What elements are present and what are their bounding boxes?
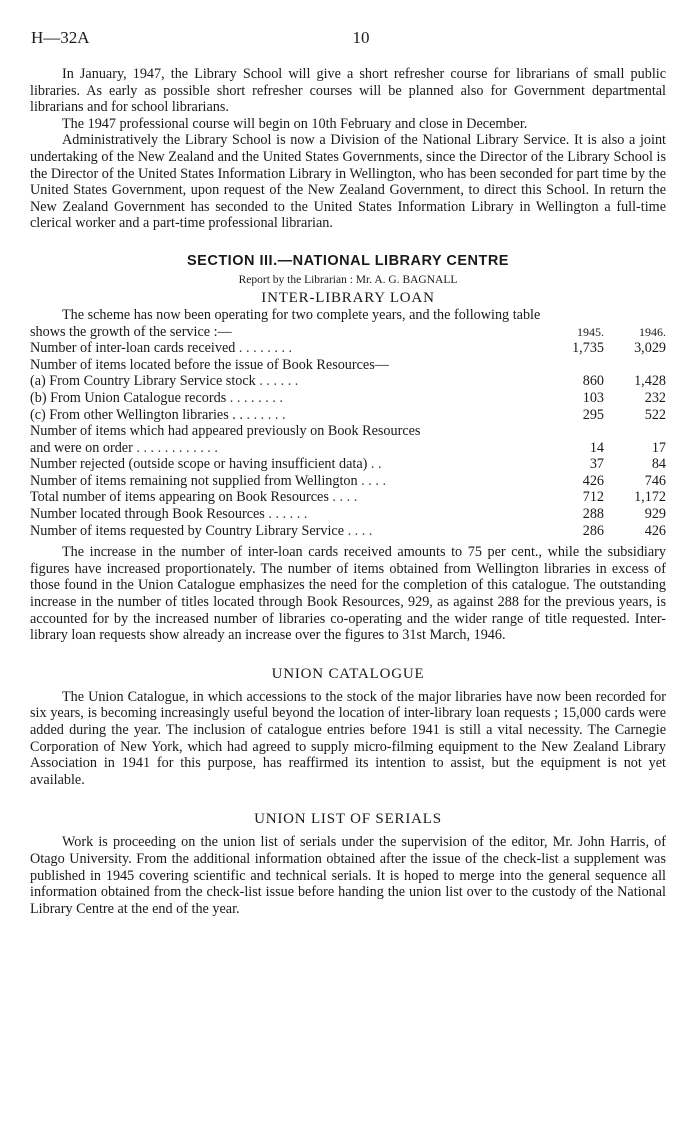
intro-paragraph: The 1947 professional course will begin on 10th February and close in December. — [62, 115, 528, 132]
table-row — [30, 506, 666, 523]
cell-1945: 1,735 — [572, 340, 604, 357]
inter-library-intro-line1: The scheme has now been operating for two complete years, and the following table — [62, 306, 541, 323]
table-row — [30, 440, 666, 457]
table-header-row — [30, 324, 666, 341]
table-row — [30, 357, 666, 374]
row-label: (c) From other Wellington libraries . . — [30, 406, 243, 423]
table-row — [30, 523, 666, 540]
union-catalogue-text: The Union Catalogue, in which accessions to the stock of the major libraries have now been recorded for six years, is becoming increasingly useful beyond the location of inter-library loan requests ; 15,000 cards were added during the year. The inclusion of catalogue entries before 1941 is still a vital necessity. The Carnegie Corporation of New York, which had agreed to supply micro-filming equipment to the New Zealand Library Association in 1941 for this purpose, has reaffirmed its intention to assist, but the equipment is not yet available. — [30, 688, 666, 788]
table-row — [30, 390, 666, 407]
row-label: Number of items located before the issue of Book Resources— — [30, 356, 389, 373]
cell-1946: 17 — [651, 439, 666, 456]
cell-1946: 426 — [644, 522, 666, 539]
cell-1945: 712 — [582, 489, 604, 506]
cell-1946: 3,029 — [634, 340, 666, 357]
page-number: 10 — [352, 28, 370, 47]
row-label: Number of items remaining not supplied from Wellington — [30, 472, 358, 489]
leader-dots: . . . . . . . . . . . . — [132, 439, 218, 456]
row-label: Number rejected (outside scope or having insufficient data) — [30, 456, 368, 473]
column-header-1945: 1945. — [577, 324, 604, 339]
cell-1945: 860 — [582, 373, 604, 390]
leader-dots: . . . . — [328, 489, 358, 506]
leader-dots: . . . . — [344, 522, 373, 539]
union-catalogue-heading: UNION CATALOGUE — [271, 665, 425, 682]
inter-library-analysis: The increase in the number of inter-loan cards received amounts to 75 per cent., while the subsidiary figures have increased proportionately. The number of items obtained from Wellington libraries in excess of those found in the Union Catalogue emphasizes the need for the completion of this catalogue. The outstanding increase in the number of titles located through Book Resources, 929, as against 288 for the previous years, is accounted for by the increased number of libraries co-operating and the wider range of title requested. Inter-library loan requests show already an increase over the figures to 31st March, 1946. — [30, 544, 666, 644]
table-row — [30, 340, 666, 357]
leader-dots: . . — [367, 456, 382, 473]
row-label: Number of items requested by Country Library Service — [30, 522, 345, 539]
union-list-text: Work is proceeding on the union list of serials under the supervision of the editor, Mr. John Harris, of Otago University. From the additional information obtained after the issue of the check-list a supplement was published in 1945 covering scientific and technical serials. It is hoped to merge into the general sequence all information obtained from the check-list issue before handing the union list over to the custody of the National Library Centre at the end of the year. — [30, 834, 666, 917]
row-label: Number of inter-loan cards received — [30, 340, 236, 357]
inter-library-heading: INTER-LIBRARY LOAN — [261, 289, 435, 306]
cell-1946: 929 — [644, 506, 666, 523]
intro-paragraph: Administratively the Library School is now a Division of the National Library Service. It is also a joint undertaking of the New Zealand and the United States Governments, since the Director of the Library School is the Director of the United States Information Library in Wellington, who has been seconded for part time by the United States Government, upon request of the New Zealand Government, to direct this School. In return the New Zealand Government has seconded to the United States Information Library in Wellington a full-time clerical worker and a part-time professional librarian. — [30, 132, 666, 232]
cell-1945: 37 — [589, 456, 604, 473]
table-row — [30, 456, 666, 473]
row-label: (b) From Union Catalogue records — [30, 389, 227, 406]
table-row — [30, 373, 666, 390]
cell-1946: 84 — [651, 456, 666, 473]
cell-1945: 288 — [582, 506, 604, 523]
intro-paragraph: In January, 1947, the Library School will give a short refresher course for librarians of small public libraries. As early as possible short refresher courses will be planned also for Government departmental librarians and for school librarians. — [30, 66, 666, 116]
cell-1946: 232 — [644, 389, 666, 406]
cell-1945: 14 — [589, 439, 604, 456]
row-label: Number located through Book Resources — [30, 506, 265, 523]
leader-dots: . . . . . . — [264, 506, 308, 523]
cell-1945: 295 — [582, 406, 604, 423]
cell-1945: 286 — [582, 522, 604, 539]
cell-1946: 1,428 — [634, 373, 666, 390]
table-row — [30, 423, 666, 440]
table-row — [30, 407, 666, 424]
leader-dots: . . . . . . — [255, 373, 299, 390]
row-label: (a) From Country Library Service stock — [30, 373, 256, 390]
column-header-1946: 1946. — [639, 324, 666, 339]
section-title: SECTION III.—NATIONAL LIBRARY CENTRE — [187, 252, 509, 269]
table-row — [30, 473, 666, 490]
cell-1946: 1,172 — [634, 489, 666, 506]
table-row — [30, 489, 666, 506]
cell-1945: 103 — [582, 389, 604, 406]
document-id: H—32A — [31, 28, 90, 47]
row-label: Total number of items appearing on Book Resources — [30, 489, 329, 506]
cell-1946: 522 — [644, 406, 666, 423]
union-list-heading: UNION LIST OF SERIALS — [254, 811, 442, 828]
row-label: Number of items which had appeared previously on Book Resources — [30, 423, 421, 440]
leader-dots: . . . . — [357, 472, 386, 489]
intro-line2: shows the growth of the service :— — [30, 323, 232, 340]
leader-dots: . . . . . . . . — [226, 389, 283, 406]
leader-dots: . . . . . . . . — [235, 340, 293, 357]
inter-library-table — [30, 324, 666, 540]
page-body — [30, 66, 666, 917]
cell-1945: 426 — [582, 472, 604, 489]
row-label: and were on order — [30, 439, 133, 456]
page-header — [31, 27, 669, 49]
leader-dots: . . . . . . — [242, 406, 286, 423]
report-byline: Report by the Librarian : Mr. A. G. BAGNALL — [238, 273, 458, 286]
cell-1946: 746 — [644, 472, 666, 489]
